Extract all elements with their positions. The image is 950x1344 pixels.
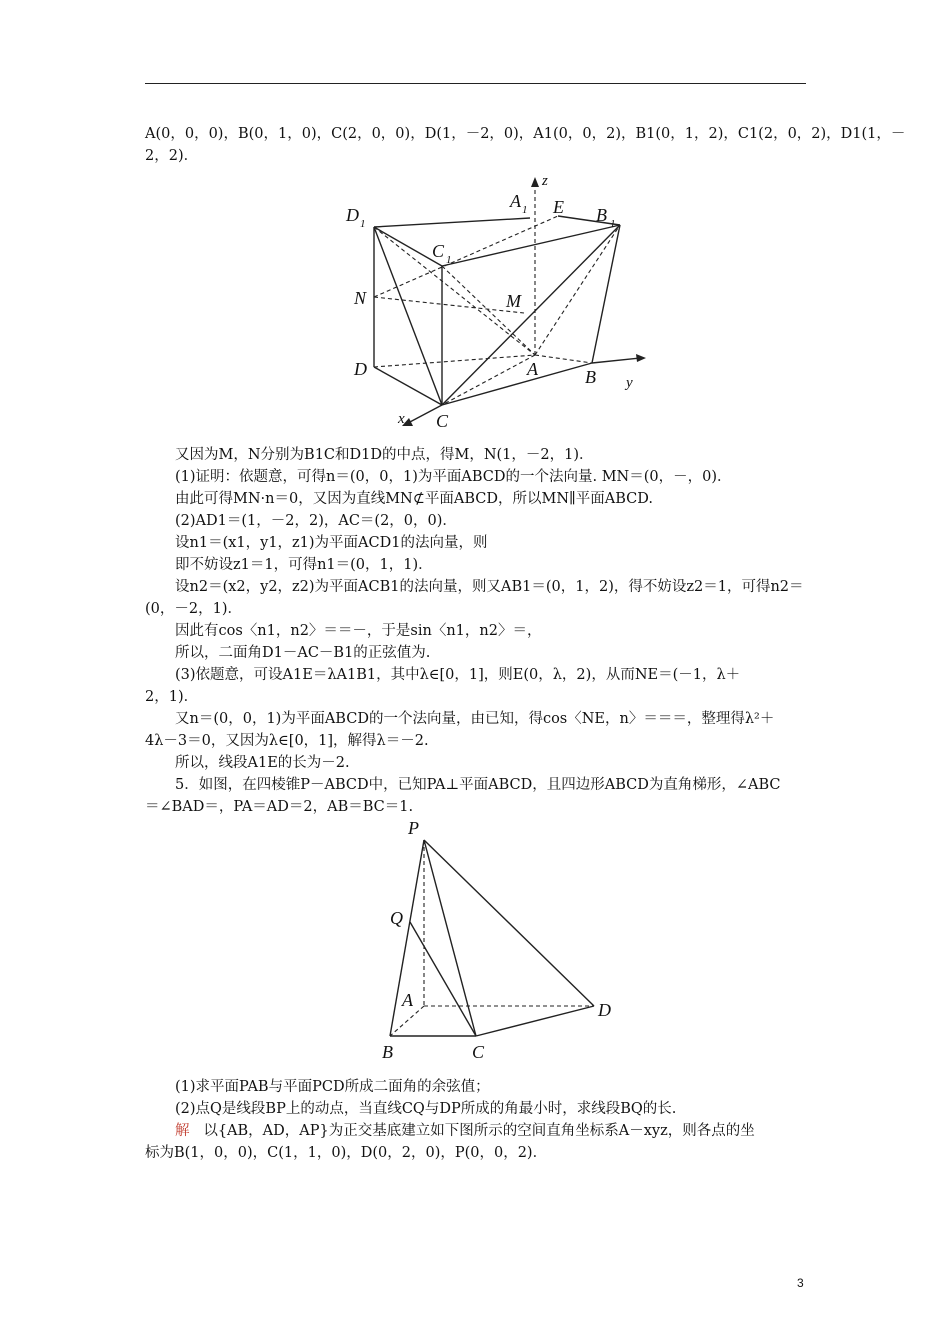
text-line: 设n1＝(x1，y1，z1)为平面ACD1的法向量，则: [175, 535, 488, 551]
text-line: (1)证明：依题意，可得n＝(0，0，1)为平面ABCD的一个法向量. MN＝(0，－，0)．: [175, 469, 732, 485]
label-b1: B: [596, 205, 607, 225]
label-b: B: [585, 367, 596, 387]
label-d1: D: [346, 205, 359, 225]
label-a: A: [402, 990, 413, 1010]
text-line: 所以，二面角D1－AC－B1的正弦值为.: [175, 645, 431, 661]
text-line: 2，1)．: [145, 689, 199, 705]
label-c: C: [436, 411, 449, 431]
label-x: x: [398, 411, 405, 427]
label-q: Q: [390, 908, 403, 928]
label-z: z: [542, 173, 548, 189]
label-p: P: [408, 818, 419, 838]
label-d: D: [598, 1000, 611, 1020]
svg-text:1: 1: [446, 254, 452, 266]
text-line: (3)依题意，可设A1E＝λA1B1，其中λ∈[0，1]，则E(0，λ，2)，从而NE＝(－1，λ＋: [175, 667, 741, 683]
text-line: 设n2＝(x2，y2，z2)为平面ACB1的法向量，则又AB1＝(0，1，2)，得不妨设z2＝1，可得n2＝: [175, 579, 804, 595]
pyramid-figure: [368, 818, 624, 1068]
label-b: B: [382, 1042, 393, 1062]
text-line: (1)求平面PAB与平面PCD所成二面角的余弦值；: [175, 1079, 490, 1095]
text-line: 因此有cos〈n1，n2〉＝＝－，于是sin〈n1，n2〉＝，: [175, 623, 542, 639]
solution-line: [175, 1121, 811, 1141]
text-line: A(0，0，0)，B(0，1，0)，C(2，0，0)，D(1，－2，0)，A1(0，0，2)，B1(0，1，2)，C1(2，0，2)，D1(1，－: [145, 126, 906, 142]
page-number: 3: [797, 1276, 804, 1290]
text-line: ＝∠BAD＝，PA＝AD＝2，AB＝BC＝1.: [145, 799, 414, 815]
text-line: (2)点Q是线段BP上的动点，当直线CQ与DP所成的角最小时，求线段BQ的长.: [175, 1101, 677, 1117]
text-line: 又因为M，N分别为B1C和D1D的中点，得M，N(1，－2，1)．: [175, 447, 594, 463]
text-line: 即不妨设z1＝1，可得n1＝(0，1，1)．: [175, 557, 433, 573]
text-line: 4λ－3＝0，又因为λ∈[0，1]，解得λ＝－2.: [145, 733, 429, 749]
label-m: M: [506, 291, 521, 311]
text-line: 2，2)．: [145, 148, 199, 164]
prism-figure: [330, 165, 650, 443]
svg-text:1: 1: [360, 218, 366, 230]
label-c: C: [472, 1042, 485, 1062]
text-line: 5．如图，在四棱锥P－ABCD中，已知PA⊥平面ABCD，且四边形ABCD为直角梯形，∠ABC: [175, 777, 781, 793]
label-e: E: [553, 197, 564, 217]
label-d: D: [354, 359, 367, 379]
text-line: 又n＝(0，0，1)为平面ABCD的一个法向量，由已知，得cos〈NE，n〉＝＝＝，整理得λ²＋: [175, 711, 775, 727]
text-line: 由此可得MN·n＝0，又因为直线MN⊄平面ABCD，所以MN∥平面ABCD.: [175, 491, 653, 507]
header-rule: [145, 83, 806, 84]
svg-text:1: 1: [610, 218, 616, 230]
label-n: N: [354, 288, 367, 308]
solution-label: 解: [175, 1123, 190, 1139]
text-line: (0，－2，1)．: [145, 601, 242, 617]
edge-d1-a1: [374, 218, 530, 227]
label-a1: A: [510, 191, 521, 211]
svg-text:1: 1: [522, 204, 528, 216]
label-y: y: [626, 375, 633, 391]
text-line: (2)AD1＝(1，－2，2)，AC＝(2，0，0)．: [175, 513, 457, 529]
label-c1: C: [432, 241, 445, 261]
text-line: 以{AB，AD，AP}为正交基底建立如下图所示的空间直角坐标系A－xyz，则各点的坐: [203, 1123, 755, 1139]
text-line: 标为B(1，0，0)，C(1，1，0)，D(0，2，0)，P(0，0，2)．: [145, 1145, 548, 1161]
text-line: 所以，线段A1E的长为－2.: [175, 755, 350, 771]
label-a: A: [527, 359, 538, 379]
